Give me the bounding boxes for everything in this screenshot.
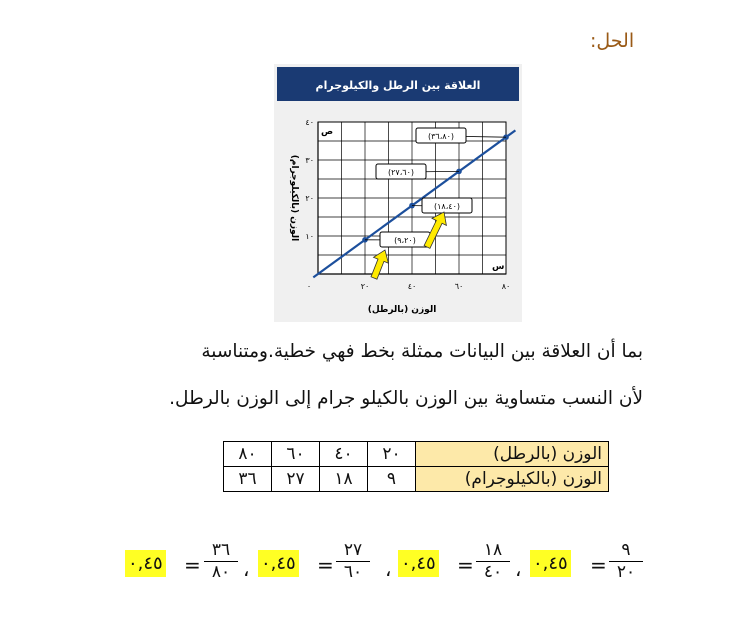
weight-conversion-chart [274,64,522,322]
y-tick-label: ٤٠ [305,118,314,127]
y-tick-label: ٣٠ [305,156,314,165]
table-cell: ٨٠ [224,442,272,467]
weight-table [223,441,609,492]
table-cell: ٩ [368,467,416,492]
table-cell: ٢٠ [368,442,416,467]
chart-title: العلاقة بين الرطل والكيلوجرام [315,79,481,92]
y-tick-label: ١٠ [305,232,314,241]
numerator: ٢٧ [336,540,370,562]
x-tick-label: ٦٠ [454,282,464,291]
comma: ، [243,557,250,581]
ratio-fraction-4 [204,540,238,583]
numerator: ١٨ [476,540,510,562]
ratio-result-2: ٠,٤٥ [398,550,439,577]
solution-label: الحل: [590,30,635,52]
denominator: ٨٠ [211,562,231,582]
x-axis-symbol: س [492,262,505,272]
table-cell: ٢٧ [272,467,320,492]
ratio-result-1: ٠,٤٥ [530,550,571,577]
table-cell: ٦٠ [272,442,320,467]
callout-label: (٣٦،٨٠) [427,132,455,141]
y-axis-title: الوزن (بالكيلوجرام) [289,154,299,242]
x-tick-label: ٢٠ [360,282,370,291]
table-cell: ٤٠ [320,442,368,467]
x-tick-label: ٤٠ [407,282,417,291]
equals-sign: = [317,553,334,577]
table-header-pounds: الوزن (بالرطل) [416,442,609,467]
numerator: ٣٦ [204,540,238,562]
comma: ، [515,557,522,581]
callout-label: (٩،٢٠) [394,236,416,245]
y-axis-symbol: ص [321,127,334,137]
equals-sign: = [590,553,607,577]
x-tick-label: ٨٠ [501,282,511,291]
table-row-pounds [224,442,609,467]
denominator: ٢٠ [616,562,636,582]
equals-sign: = [457,553,474,577]
ratio-result-4: ٠,٤٥ [125,550,166,577]
ratio-fraction-2 [476,540,510,583]
denominator: ٦٠ [343,562,363,582]
explanation-line-1: بما أن العلاقة بين البيانات ممثلة بخط فهي خطية.ومتناسبة [201,341,643,362]
comma: ، [385,557,392,581]
x-axis-title: الوزن (بالرطل) [367,305,437,315]
explanation-line-2: لأن النسب متساوية بين الوزن بالكيلو جرام إلى الوزن بالرطل. [169,388,643,409]
x-tick-label: ٠ [306,282,312,291]
table-cell: ١٨ [320,467,368,492]
table-cell: ٣٦ [224,467,272,492]
ratio-fraction-3 [336,540,370,583]
ratio-result-3: ٠,٤٥ [258,550,299,577]
chart-grid [318,122,506,274]
callout-label: (٢٧،٦٠) [387,168,415,177]
denominator: ٤٠ [483,562,503,582]
callout-label: (١٨،٤٠) [433,202,461,211]
ratio-fraction-1 [609,540,643,583]
table-row-kilograms [224,467,609,492]
equals-sign: = [184,553,201,577]
y-tick-label: ٢٠ [305,194,314,203]
numerator: ٩ [609,540,643,562]
table-header-kilograms: الوزن (بالكيلوجرام) [416,467,609,492]
